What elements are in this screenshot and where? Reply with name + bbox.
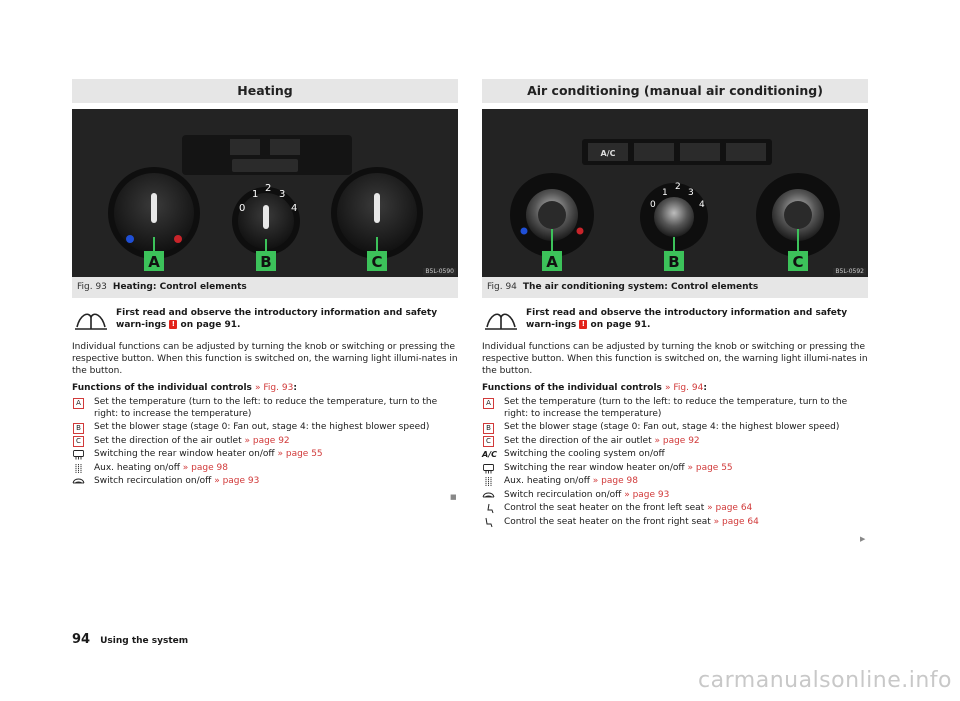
item-text: Control the seat heater on the front right seat: [504, 516, 711, 527]
key-b-badge: B: [73, 423, 84, 434]
warning-icon: !: [579, 320, 587, 329]
functions-heading: Functions of the individual controls » Fig. 94:: [482, 383, 707, 393]
figure-reference-link[interactable]: » Fig. 93: [255, 383, 294, 393]
footer-section-title: Using the system: [100, 636, 189, 646]
ac-button-label: A/C: [600, 149, 616, 158]
item-text: Switch recirculation on/off: [94, 476, 212, 486]
callout-a: A: [546, 253, 558, 271]
aux-heater-button: [270, 139, 300, 155]
note-page-link[interactable]: on page 91.: [180, 320, 241, 330]
blower-digit-2: 2: [265, 183, 272, 194]
page-link[interactable]: » page 55: [277, 449, 323, 459]
blower-digit-4: 4: [699, 200, 705, 210]
section-heading: Air conditioning (manual air conditioning): [482, 79, 868, 103]
blower-digit-1: 1: [662, 188, 668, 198]
page-link[interactable]: » page 98: [182, 462, 228, 473]
list-item: [72, 463, 458, 475]
item-text: Set the blower stage (stage 0: Fan out, stage 4: the highest blower speed): [504, 422, 840, 432]
callout-b: B: [668, 253, 680, 271]
list-item: [72, 436, 458, 448]
list-item: [482, 476, 868, 488]
intro-paragraph: Individual functions can be adjusted by turning the knob or switching or pressing the respective button. When this function is switched on, the warning light illumi-nates in the button.: [72, 342, 458, 376]
list-item: [482, 517, 868, 529]
callout-b: B: [260, 253, 272, 271]
book-icon: [72, 307, 110, 333]
aux-heating-icon: [72, 463, 85, 474]
note-text: First read and observe the introductory information and safety warn-ings: [526, 308, 848, 330]
recirculation-button: [232, 159, 298, 172]
figure-number: Fig. 93: [77, 282, 107, 292]
recirculation-icon: [72, 476, 85, 487]
figure-heating-controls: [72, 109, 458, 277]
read-first-note: [72, 307, 458, 333]
seat-heater-left-icon: [482, 503, 495, 514]
hot-indicator: [174, 235, 182, 243]
page-link[interactable]: » page 64: [707, 503, 753, 513]
page-link[interactable]: » page 55: [687, 462, 733, 473]
list-item: [482, 422, 868, 434]
blower-digit-0: 0: [650, 200, 656, 210]
continue-arrow-icon: ▶: [860, 535, 866, 543]
callout-c: C: [371, 253, 383, 271]
page-footer: [72, 628, 188, 647]
note-page-link[interactable]: on page 91.: [590, 320, 651, 330]
cold-indicator: [521, 228, 528, 235]
book-icon: [482, 307, 520, 333]
list-item: [482, 449, 868, 461]
list-item: [72, 449, 458, 461]
figure-code: B5L-0590: [425, 268, 454, 275]
rear-heater-button: [230, 139, 260, 155]
callout-c: C: [792, 253, 804, 271]
figure-title: The air conditioning system: Control elements: [522, 282, 759, 292]
key-b-badge: B: [483, 423, 494, 434]
list-item: [482, 463, 868, 475]
item-text: Switching the rear window heater on/off: [504, 462, 685, 473]
item-text: Set the direction of the air outlet: [94, 435, 242, 446]
functions-heading-text: Functions of the individual controls: [482, 383, 662, 393]
list-item: [482, 436, 868, 448]
figure-caption: [72, 277, 458, 298]
aux-heating-icon: [482, 476, 495, 487]
item-text: Switching the rear window heater on/off: [94, 449, 275, 459]
key-a-badge: A: [483, 398, 494, 409]
blower-digit-1: 1: [252, 189, 259, 200]
cold-indicator: [126, 235, 134, 243]
functions-list: [72, 397, 458, 488]
blower-digit-2: 2: [675, 182, 681, 192]
heating-section: [72, 79, 458, 501]
page-link[interactable]: » page 93: [624, 489, 670, 500]
figure-number: Fig. 94: [487, 282, 517, 292]
list-item: [72, 476, 458, 488]
item-text: Switch recirculation on/off: [504, 489, 622, 500]
item-text: Set the temperature (turn to the left: to reduce the temperature, turn to the right: to increase the temperature): [94, 397, 438, 419]
key-a-badge: A: [73, 398, 84, 409]
section-end-icon: ■: [450, 493, 457, 501]
functions-heading: Functions of the individual controls » Fig. 93:: [72, 383, 297, 393]
figure-reference-link[interactable]: » Fig. 94: [665, 383, 704, 393]
item-text: Set the temperature (turn to the left: to reduce the temperature, turn to the right: to increase the temperature): [504, 397, 848, 419]
list-item: [72, 422, 458, 434]
recirculation-button: [726, 143, 766, 161]
key-c-badge: C: [483, 436, 494, 447]
list-item: [482, 503, 868, 515]
item-text: Set the blower stage (stage 0: Fan out, stage 4: the highest blower speed): [94, 422, 430, 432]
page-link[interactable]: » page 92: [654, 435, 700, 446]
hot-indicator: [577, 228, 584, 235]
rear-heater-button: [634, 143, 674, 161]
warning-icon: !: [169, 320, 177, 329]
page-number: 94: [72, 632, 91, 647]
key-c-badge: C: [73, 436, 84, 447]
page-link[interactable]: » page 93: [214, 476, 260, 486]
page-link[interactable]: » page 92: [244, 435, 290, 446]
aux-heater-button: [680, 143, 720, 161]
watermark: carmanualsonline.info: [698, 668, 952, 693]
rear-window-heater-icon: [72, 449, 85, 460]
recirculation-icon: [482, 490, 495, 501]
figure-caption: [482, 277, 868, 298]
blower-digit-0: 0: [239, 203, 246, 214]
page-link[interactable]: » page 64: [713, 516, 759, 527]
heating-panel-illustration: [72, 109, 458, 277]
intro-paragraph: Individual functions can be adjusted by turning the knob or switching or pressing the respective button. When this function is switched on, the warning light illumi-nates in the button.: [482, 342, 868, 376]
read-first-note: [482, 307, 868, 333]
page-link[interactable]: » page 98: [592, 476, 638, 486]
air-conditioning-section: [482, 79, 868, 543]
rear-window-heater-icon: [482, 463, 495, 474]
list-item: [482, 490, 868, 502]
blower-digit-3: 3: [688, 188, 694, 198]
list-item: [72, 397, 458, 420]
callout-a: A: [148, 253, 160, 271]
functions-heading-text: Functions of the individual controls: [72, 383, 252, 393]
item-text: Switching the cooling system on/off: [504, 449, 665, 459]
functions-list: [482, 397, 868, 528]
item-text: Set the direction of the air outlet: [504, 435, 652, 446]
list-item: [482, 397, 868, 420]
item-text: Aux. heating on/off: [504, 476, 590, 486]
seat-heater-right-icon: [482, 517, 495, 528]
section-heading: Heating: [72, 79, 458, 103]
figure-ac-controls: [482, 109, 868, 277]
figure-title: Heating: Control elements: [112, 282, 247, 292]
blower-digit-4: 4: [291, 203, 298, 214]
item-text: Control the seat heater on the front left seat: [504, 503, 705, 513]
figure-code: B5L-0592: [835, 268, 864, 275]
blower-digit-3: 3: [279, 189, 286, 200]
ac-panel-illustration: [482, 109, 868, 277]
note-text: First read and observe the introductory information and safety warn-ings: [116, 308, 438, 330]
item-text: Aux. heating on/off: [94, 462, 180, 473]
ac-icon: A/C: [482, 450, 497, 459]
